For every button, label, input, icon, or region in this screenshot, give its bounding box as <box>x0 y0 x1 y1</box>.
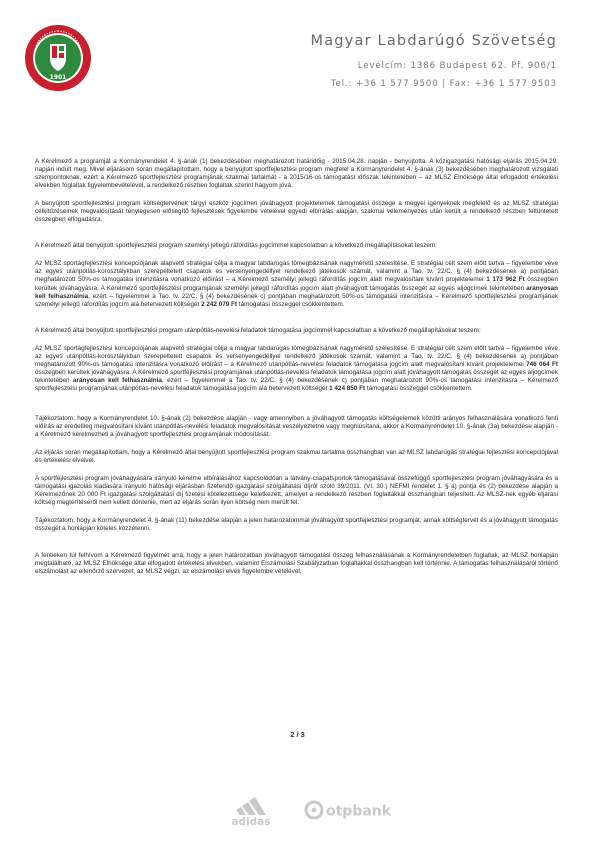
letter-body <box>35 158 558 586</box>
paragraph-equipment-budget: A benyújtott sportfejlesztési program költségtervének tárgyi eszköz jogcímen jóváhagyott projektelemek támogatási összege a megyei igényeknek megfelelő és az MLSZ stratégiai célkitűzéseinek megvalósítását ténylegesen elősegítő fejlesztések figyelembe vételével egyedi elbírálás alapján, szakmai véleményezés után került a rendelkező részben feltüntetett összegben elfogadásra. <box>35 200 558 224</box>
postal-address: Levélcím: 1386 Budapest 62. Pf. 906/1 <box>357 61 557 71</box>
svg-text:adidas: adidas <box>231 816 271 826</box>
paragraph-settlement-notice: A fentieken túl felhívom a Kérelmező figyelmét arra, hogy a jelen határozatban jóváhagyott támogatási összeg felhasználásának a Kormányrendeletben foglaltak, az MLSZ honlapján megtalálható, az MLSZ Elnöksége által elfogadott értékelési elvekben, valamint Elszámolási Szabályzatban foglaltakkal összhangban kell történnie. A támogatás felhasználásáról történő elszámolást az ellenőrző szervezet, az MLSZ végzi, az elszámolási elvek figyelembe vételével. <box>35 551 558 575</box>
paragraph-publication-duty: Tájékoztatom, hogy a Kormányrendelet 4. §-ának (11) bekezdése alapján a jelen határozatommal jóváhagyott sportfejlesztési programját, annak költségtervét és a jóváhagyott támogatás összegét a honlapján köteles közzétenni. <box>35 517 558 533</box>
paragraph-personnel-intro: A Kérelmező által benyújtott sportfejlesztési program személyi jellegű ráfordítás jogcímmel kapcsolatban a következő megállapításokat teszem: <box>35 242 437 250</box>
organization-name: Magyar Labdarúgó Szövetség <box>310 33 557 49</box>
paragraph-modification-info: Tájékoztatom, hogy a Kormányrendelet 10. §-ának (2) bekezdése alapján - vagy amennyiben a jóváhagyott támogatás költségelemek közötti arányos felhasználására vonatkozó fenti előírás az eredetileg megvalósítani kívánt utánpótlás-nevelési feladatok megvalósítását veszélyeztetné vagy meghiúsítaná, akkor a Kormányrendelet 10. §-ának (3a) bekezdése alapján - a Kérelmező kérelmezheti a jóváhagyott sportfejlesztési programjának módosítását. <box>35 414 558 439</box>
paragraph-personnel-findings: Az MLSZ sportágfejlesztési koncepciójának alapvető stratégiai célja a magyar labdarúgás tömegbázisának nagyméretű szélesítése. E stratégiai célt szem előtt tartva – figyelembe véve az egyes utánpótlás-korosztálykban szerepeltetett csapatok és versenyengedéllyel rendelkező játékosok számát, valamint a Tao. tv. 22/C. § (4) bekezdésének a) pontjában meghatározott 50%-os támogatási intenzitásra vonatkozó előírást – a Kérelmező személyi jellegű ráfordítás jogcím alatt megvalósítani kívánt projektelemei 1 173 962 Ft összegben kerültek jóváhagyásra. A Kérelmező sportfejlesztési programjának személyi jellegű ráfordítás jogcím alatt jóváhagyott támogatás összegét az egyes aljogcímek tekintetében arányosan kell felhasználnia, ezért – figyelemmel a Tao. tv. 22/C. § (4) bekezdésének c) pontjában meghatározott 50%-os támogatási intenzitásra – Kérelmező sportfejlesztési programjának személyi jellegű ráfordítás jogcím alá betervezett költségét 2 242 079 Ft támogatási összeggel csökkentettem. <box>35 260 558 308</box>
personnel-approved-amount: 1 173 962 Ft <box>486 276 525 284</box>
sponsor-footer <box>0 790 595 830</box>
svg-text:1901: 1901 <box>49 74 67 81</box>
svg-text:otpbank: otpbank <box>326 803 392 820</box>
page-number: 2 / 3 <box>290 730 305 739</box>
adidas-logo-icon <box>222 792 280 826</box>
otpbank-logo-icon <box>304 796 402 824</box>
paragraph-youth-findings: Az MLSZ sportágfejlesztési koncepciójának alapvető stratégiai célja a magyar labdarúgás tömegbázisának nagyméretű szélesítése. E stratégiai célt szem előtt tartva – figyelembe véve az egyes utánpótlás-korosztálykban szerepeltetett csapatok és versenyengedéllyel rendelkező játékosok számát, valamint a Tao. tv. 22/C. § (4) bekezdésének a) pontjában meghatározott 90%-os támogatási intenzitásra vonatkozó előírást – a Kérelmező utánpótlás-nevelési feladatok támogatása jogcím alatt megvalósítani kívánt projektelemei 746 064 Ft összegben kerültek jóváhagyásra. A Kérelmező sportfejlesztési programjának utánpótlás-nevelési feladatok támogatása jogcím alatt jóváhagyott támogatás összegét az egyes aljogcímek tekintetében arányosan kell felhasználnia, ezért – figyelemmel a Tao. tv. 22/C. § (4) bekezdésének c) pontjában meghatározott 90%-os támogatási intenzitásra – Kérelmező sportfejlesztési programjának utánpótlás-nevelési feladatok támogatása jogcím alá betervezett költségét 1 424 850 Ft támogatási összeggel csökkentettem. <box>35 344 559 392</box>
contact-numbers: Tel.: +36 1 577 9500 | Fax: +36 1 577 9503 <box>330 79 557 89</box>
personnel-reduction-amount: 2 242 079 Ft <box>201 300 238 308</box>
paragraph-youth-intro: A Kérelmező által benyújtott sportfejlesztési program utánpótlás-nevelési feladatok támogatása jogcímmel kapcsolatban a következő megállapításokat teszem: <box>35 326 481 334</box>
youth-approved-amount: 746 064 Ft <box>526 360 559 368</box>
mlsz-crest-icon <box>24 24 92 92</box>
personnel-proportional-use: arányosan kell felhasználnia <box>35 284 558 300</box>
paragraph-strategy-conformity: Az eljárás során megállapítottam, hogy a Kérelmező által benyújtott sportfejlesztési program szakmai tartalma összhangban van az MLSZ labdarúgás stratégiai fejlesztési koncepciójával és értékelési elveivel. <box>35 449 558 465</box>
paragraph-submission: A Kérelmező a programját a Kormányrendelet 4. §-ának (1) bekezdésében meghatározott határidőig - 2015.04.28. napján - benyújtotta. A közigazgatási hatósági eljárás 2015.04.29. napján indult meg. Mivel eljárásom során megállapítottam, hogy a benyújtott sportfejlesztési program megfelel a Kormányrendelet 4. §-ának (3) bekezdésében meghatározott vizsgálati szempontoknak, ezért a Kérelmező sportfejlesztési programjának szakmai tartalmát - a 2015/16-os támogatási időszak tekintetében – az MLSZ Elnöksége által elfogadott értékelési elvekben foglaltak figyelembevételével, a rendelkező részben foglaltak szerint hagyom jóvá. <box>35 158 558 190</box>
paragraph-administrative-fee: A sportfejlesztési program jóváhagyására irányuló kérelme elbírálásához kapcsolódóan a látvány-csapatsportok támogatásával összefüggő sportfejlesztési program jóváhagyására és a támogatási igazolás kiadására irányuló hatósági eljárásban fizetendő igazgatási szolgáltatási díjról szóló 39/2011. (VI. 30.) NEFMI rendelet 1. § a) pontja és (2) bekezdése alapján a Kérelmezőnek 20 000 Ft igazgatási szolgáltatási díj fizetési kötelezettsége keletkezett, amelyet a rendelkező részben foglaltakkal összhangban teljesített. Az MLSZ-nek egyéb eljárási költség megtérítéséről nem kellett döntenie, mert az eljárás során ilyen költség nem merült fel. <box>35 475 558 507</box>
youth-reduction-amount: 1 424 850 Ft <box>329 384 366 392</box>
letterhead <box>0 0 595 110</box>
youth-proportional-use: arányosan kell felhasználnia <box>72 376 162 384</box>
